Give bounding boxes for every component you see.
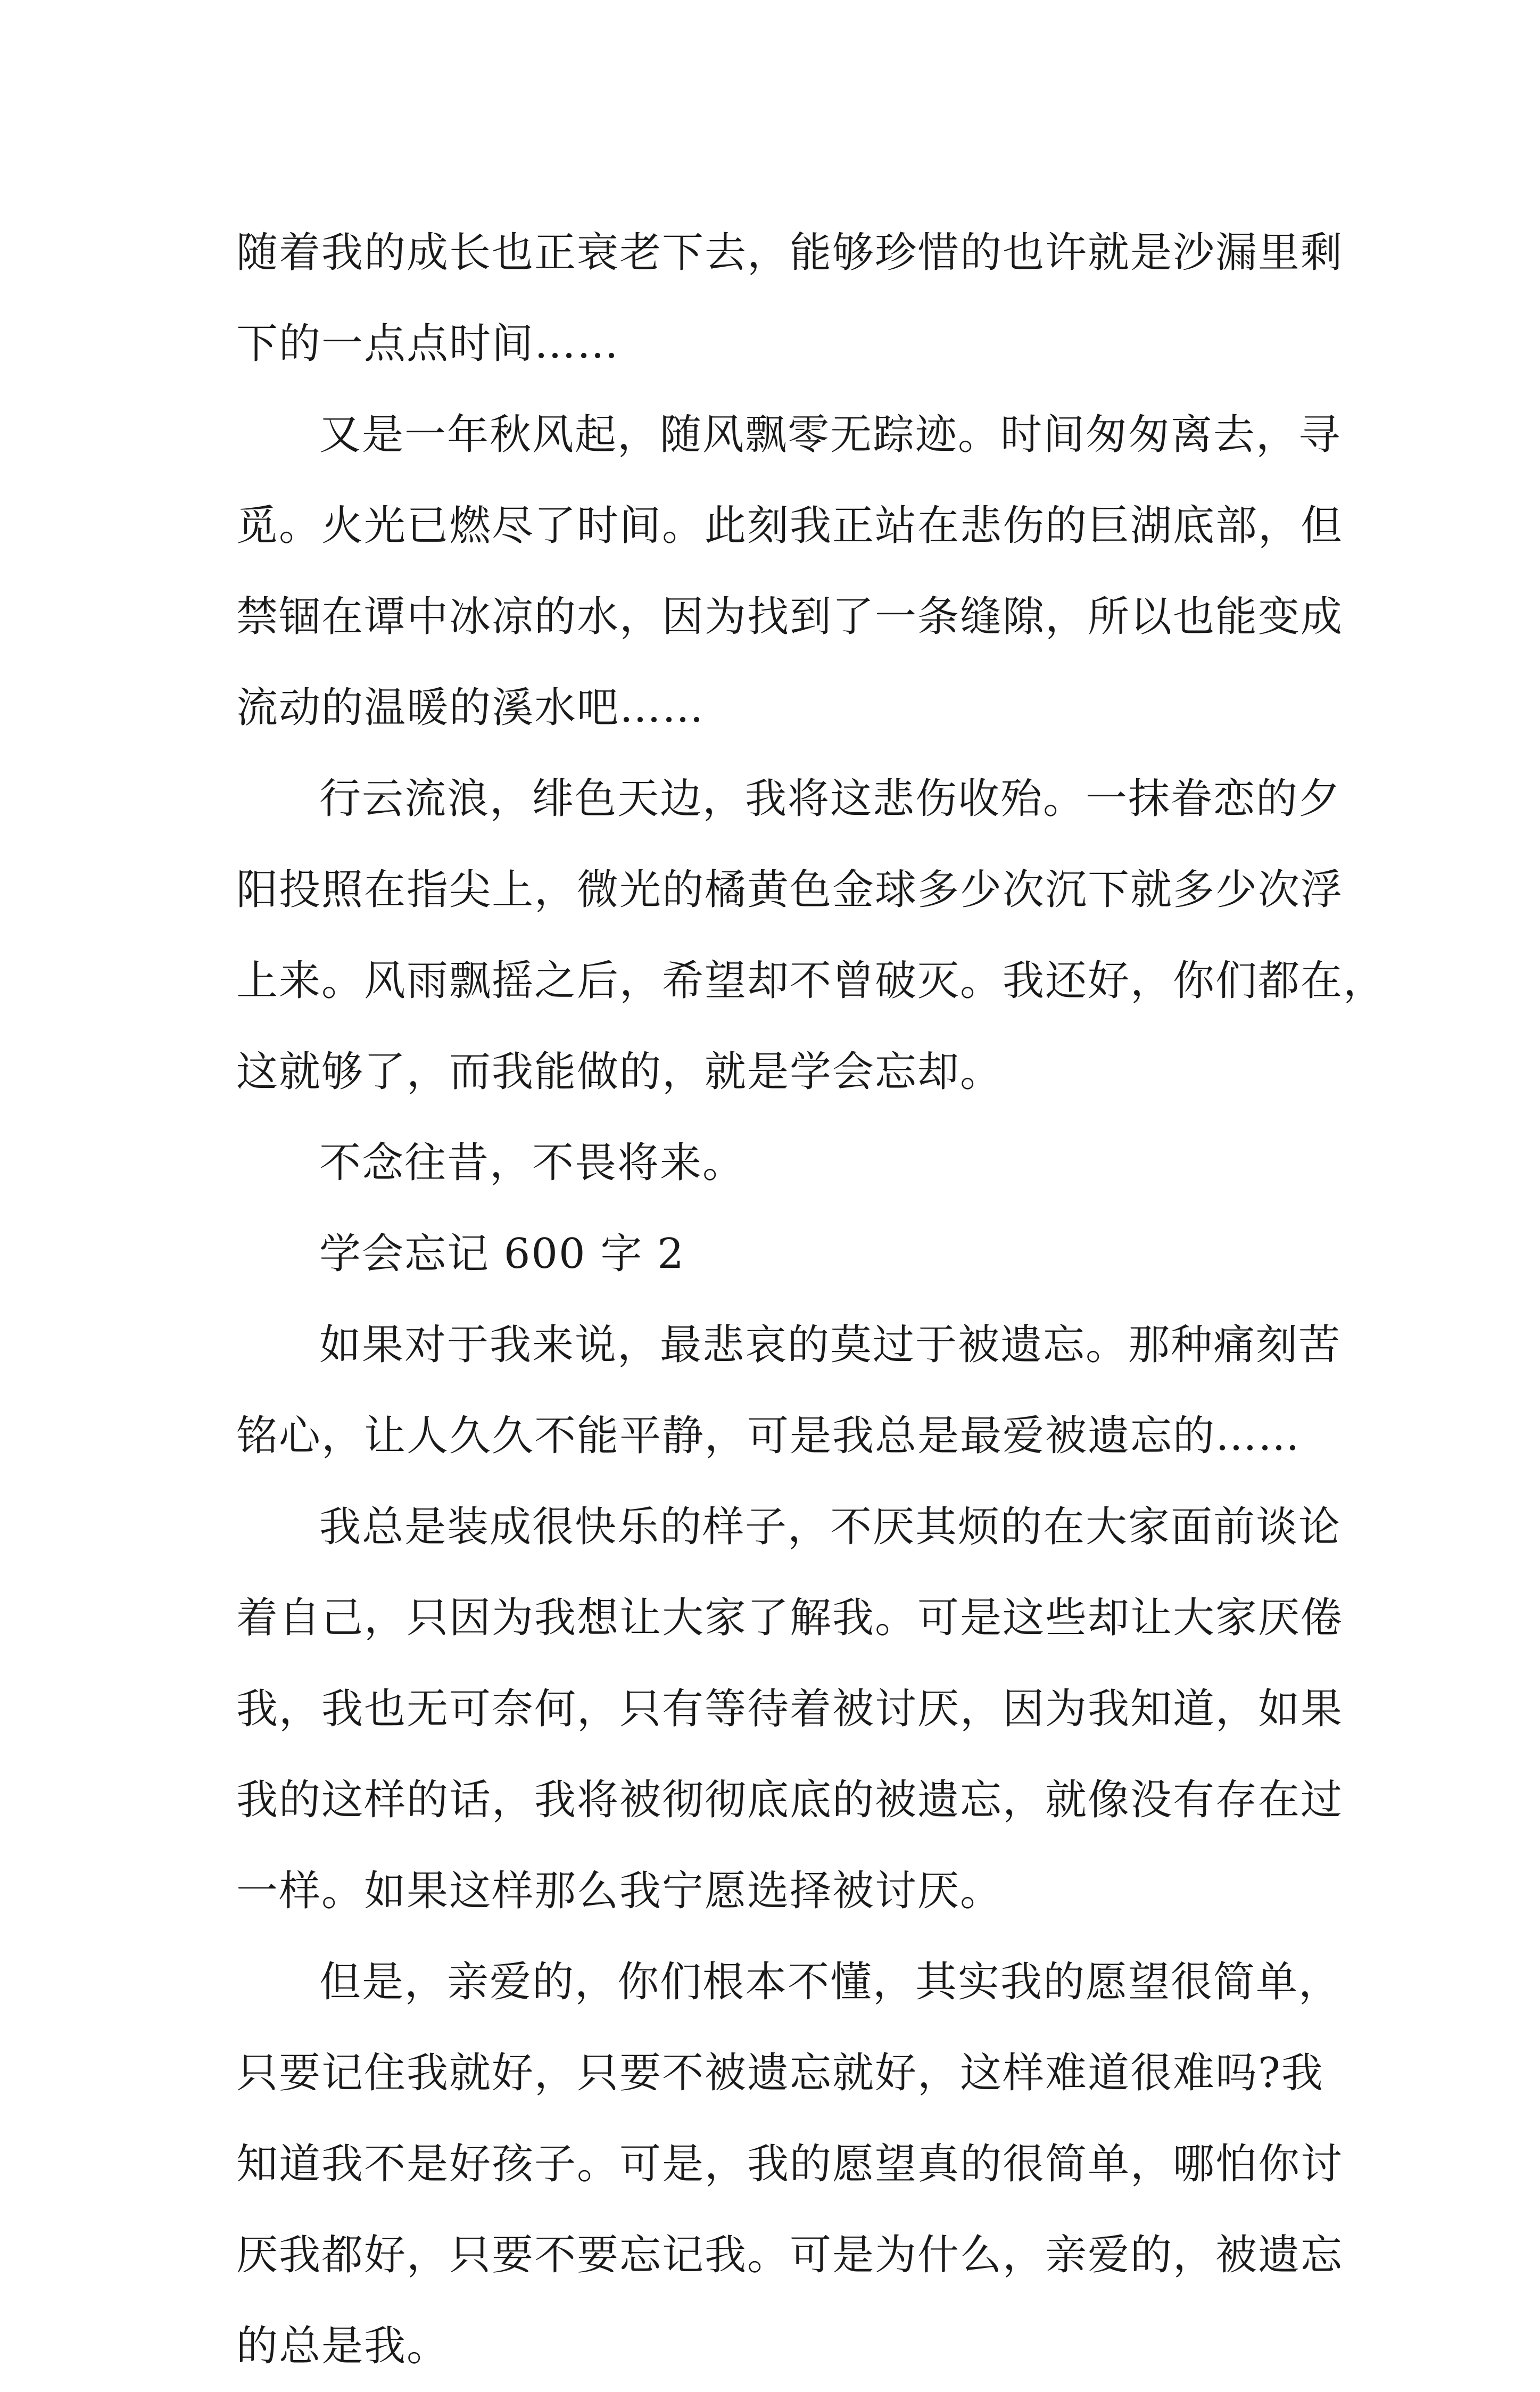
paragraph-first-line: 如果对于我来说，最悲哀的莫过于被遗忘。那种痛刻苦 [319,1321,1342,1369]
section-heading: 学会忘记 600 字 2 [319,1230,685,1278]
text-line: 的总是我。 [236,2322,450,2370]
text-line: 上来。风雨飘摇之后，希望却不曾破灭。我还好，你们都在， [236,957,1386,1005]
paragraph-first-line: 不念往昔，不畏将来。 [319,1139,746,1187]
text-line: 只要记住我就好，只要不被遗忘就好，这样难道很难吗?我 [236,2049,1324,2097]
paragraph-first-line: 但是，亲爱的，你们根本不懂，其实我的愿望很简单， [319,1958,1342,2006]
text-line: 铭心，让人久久不能平静，可是我总是最爱被遗忘的…… [236,1412,1301,1460]
text-line: 禁锢在谭中冰凉的水，因为找到了一条缝隙，所以也能变成 [236,593,1344,641]
text-line: 知道我不是好孩子。可是，我的愿望真的很简单，哪怕你讨 [236,2140,1344,2188]
text-line: 下的一点点时间…… [236,320,620,368]
document-body [236,208,1386,2392]
paragraph-first-line: 行云流浪，绯色天边，我将这悲伤收殆。一抹眷恋的夕 [319,775,1342,823]
text-line: 这就够了，而我能做的，就是学会忘却。 [236,1048,1003,1096]
paragraph-first-line: 又是一年秋风起，随风飘零无踪迹。时间匆匆离去，寻 [319,411,1342,459]
paragraph-first-line: 我总是装成很快乐的样子，不厌其烦的在大家面前谈论 [319,1503,1342,1551]
text-line: 流动的温暖的溪水吧…… [236,684,705,732]
text-line: 我，我也无可奈何，只有等待着被讨厌，因为我知道，如果 [236,1685,1344,1733]
text-line: 随着我的成长也正衰老下去，能够珍惜的也许就是沙漏里剩 [236,229,1344,277]
text-line: 阳投照在指尖上，微光的橘黄色金球多少次沉下就多少次浮 [236,866,1344,914]
text-line: 我的这样的话，我将被彻彻底底的被遗忘，就像没有存在过 [236,1776,1344,1824]
text-line: 厌我都好，只要不要忘记我。可是为什么，亲爱的，被遗忘 [236,2231,1344,2279]
text-line: 着自己，只因为我想让大家了解我。可是这些却让大家厌倦 [236,1594,1344,1642]
text-line: 一样。如果这样那么我宁愿选择被讨厌。 [236,1867,1003,1915]
text-line: 觅。火光已燃尽了时间。此刻我正站在悲伤的巨湖底部，但 [236,502,1344,550]
